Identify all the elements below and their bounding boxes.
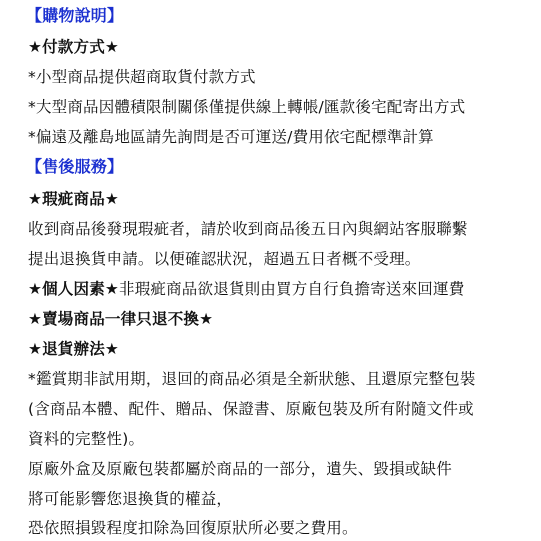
return-line-6: 恐依照損毀程度扣除為回復原狀所必要之費用。 [28,519,358,537]
store-policy-heading: ★賣場商品一律只退不換★ [28,310,214,328]
payment-line-2: *大型商品因體積限制關係僅提供線上轉帳/匯款後宅配寄出方式 [28,98,466,116]
payment-line-1: *小型商品提供超商取貨付款方式 [28,68,256,86]
return-line-3: 資料的完整性)。 [28,430,145,448]
personal-reason-line [28,279,464,299]
personal-text: 非瑕疵商品欲退貨則由買方自行負擔寄送來回運費 [119,280,465,298]
defect-line-1: 收到商品後發現瑕疵者，請於收到商品後五日內與網站客服聯繫 [28,220,468,238]
defect-line-2: 提出退換貨申請。以便確認狀況，超過五日者概不受理。 [28,250,421,268]
defect-heading: ★瑕疵商品★ [28,190,119,208]
return-line-1: *鑑賞期非試用期，退回的商品必須是全新狀態、且還原完整包裝 [28,370,476,388]
return-line-5: 將可能影響您退換貨的權益， [28,490,233,508]
personal-heading: ★個人因素★ [28,280,119,298]
payment-heading: ★付款方式★ [28,38,119,56]
payment-line-3: *偏遠及離島地區請先詢問是否可運送/費用依宅配標準計算 [28,128,434,146]
return-line-2: (含商品本體、配件、贈品、保證書、原廠包裝及所有附隨文件或 [28,400,474,418]
return-heading: ★退貨辦法★ [28,340,119,358]
purchase-section-title: 【購物說明】 [26,6,124,25]
return-line-4: 原廠外盒及原廠包裝都屬於商品的一部分，遺失、毀損或缺件 [28,460,452,478]
service-section-title: 【售後服務】 [26,157,124,176]
